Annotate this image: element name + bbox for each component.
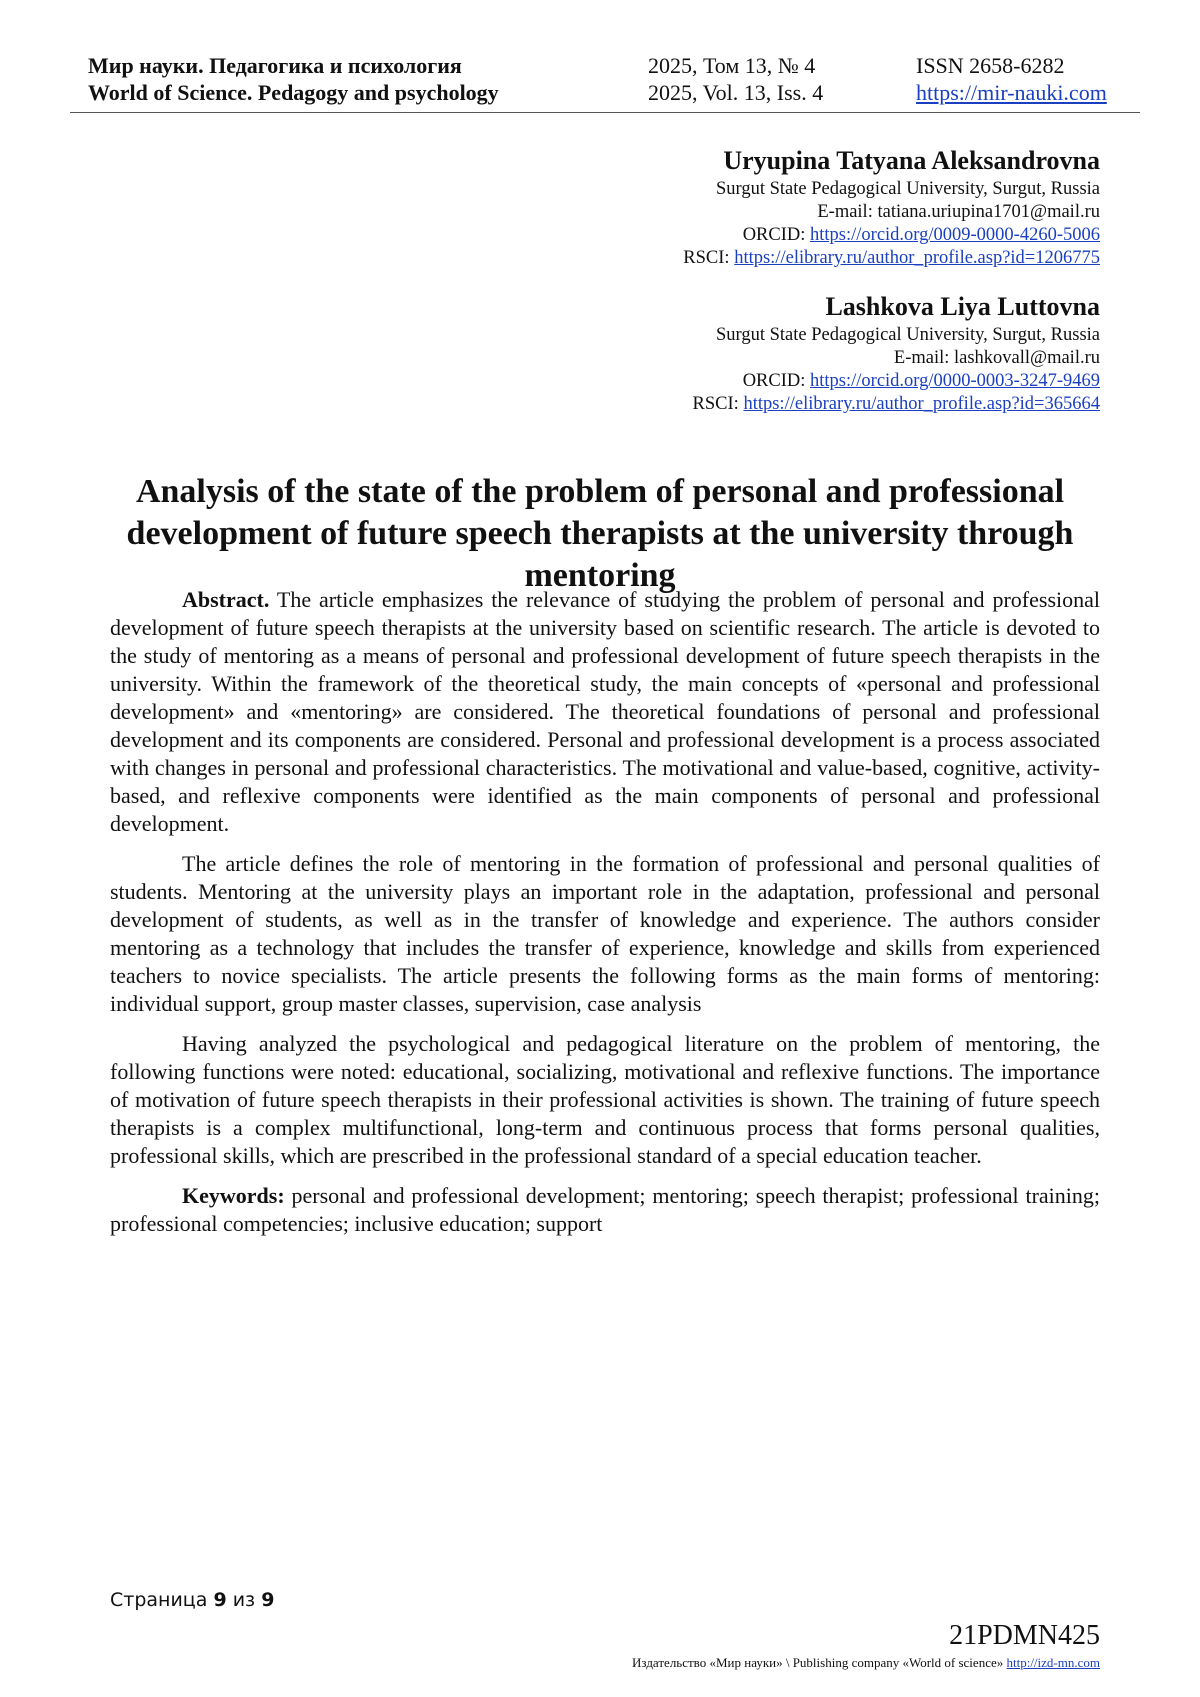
keywords-label: Keywords: (182, 1183, 285, 1208)
page-total: 9 (261, 1589, 275, 1611)
abstract-paragraph: The article defines the role of mentoring in the formation of professional and personal qualities of students. Mentoring at the university plays an important role in the adaptation, professional and personal development of students, as well as in the transfer of knowledge and experience. The authors consider mentoring as a technology that includes the transfer of experience, knowledge and skills from experienced teachers to novice specialists. The article presents the following forms as the main forms of mentoring: individual support, group master classes, supervision, case analysis (110, 851, 1100, 1016)
article-code: 21PDMN425 (949, 1620, 1100, 1651)
keywords-text: personal and professional development; mentoring; speech therapist; professional training; professional competencies; inclusive education; support (110, 1183, 1100, 1236)
rsci-link[interactable]: https://elibrary.ru/author_profile.asp?id=365664 (743, 394, 1100, 414)
author-name: Lashkova Liya Luttovna (825, 292, 1100, 321)
abstract-paragraph: Having analyzed the psychological and pedagogical literature on the problem of mentoring, the following functions were noted: educational, socializing, motivational and reflexive functions. The importance of motivation of future speech therapists in their professional activities is shown. The training of future speech therapists is a complex multifunctional, long-term and continuous process that forms personal qualities, professional skills, which are prescribed in the professional standard of a special education teacher. (110, 1031, 1100, 1168)
abstract-label: Abstract. (182, 587, 270, 612)
abstract-text: The article emphasizes the relevance of studying the problem of personal and professional development of future speech therapists at the university based on scientific research. The article is devoted to the study of mentoring as a means of personal and professional development of future speech therapists in the university. Within the framework of the theoretical study, the main concepts of «personal and professional development» and «mentoring» are considered. The theoretical foundations of personal and professional development and its components are considered. Personal and professional development is a process associated with changes in personal and professional characteristics. The motivational and value-based, cognitive, activity-based, and reflexive components were identified as the main components of personal and professional development. (110, 587, 1100, 836)
author-name: Uryupina Tatyana Aleksandrovna (723, 146, 1100, 175)
author-email: E-mail: lashkovall@mail.ru (893, 348, 1100, 368)
rsci-label: RSCI: (692, 394, 744, 414)
author-orcid (400, 370, 1100, 393)
author-block (400, 144, 1100, 270)
keywords-paragraph (110, 1182, 1100, 1238)
rsci-label: RSCI: (683, 248, 735, 268)
issn: ISSN 2658-6282 (916, 53, 1065, 78)
author-orcid (400, 224, 1100, 247)
journal-title-en: World of Science. Pedagogy and psychology (88, 80, 499, 105)
rsci-link[interactable]: https://elibrary.ru/author_profile.asp?id=1206775 (734, 248, 1100, 268)
publisher-line (632, 1655, 1100, 1671)
orcid-link[interactable]: https://orcid.org/0009-0000-4260-5006 (810, 225, 1100, 245)
abstract-paragraph (110, 586, 1100, 838)
orcid-label: ORCID: (742, 225, 811, 245)
journal-site-link[interactable]: https://mir-nauki.com (916, 80, 1107, 105)
author-block (400, 290, 1100, 416)
author-list (400, 144, 1100, 436)
issue-info-ru: 2025, Том 13, № 4 (648, 53, 816, 78)
issue-info-en: 2025, Vol. 13, Iss. 4 (648, 80, 824, 105)
orcid-link[interactable]: https://orcid.org/0000-0003-3247-9469 (810, 371, 1100, 391)
publisher-text: Издательство «Мир науки» \ Publishing company «World of science» (632, 1655, 1007, 1670)
page-current: 9 (213, 1589, 227, 1611)
author-affiliation: Surgut State Pedagogical University, Surgut, Russia (715, 325, 1100, 345)
article-body (110, 586, 1100, 1250)
author-rsci (400, 247, 1100, 270)
article-title: Analysis of the state of the problem of personal and professional development of future speech therapists at the university through mentoring (126, 472, 1074, 594)
page-word: Страница (110, 1589, 214, 1611)
author-rsci (400, 393, 1100, 416)
page-of: из (226, 1589, 262, 1611)
journal-title-ru: Мир науки. Педагогика и психология (88, 53, 462, 78)
page-counter (110, 1588, 274, 1612)
publisher-link[interactable]: http://izd-mn.com (1006, 1655, 1100, 1670)
author-affiliation: Surgut State Pedagogical University, Surgut, Russia (715, 179, 1100, 199)
running-header (70, 50, 1140, 113)
orcid-label: ORCID: (742, 371, 811, 391)
author-email: E-mail: tatiana.uriupina1701@mail.ru (817, 202, 1100, 222)
